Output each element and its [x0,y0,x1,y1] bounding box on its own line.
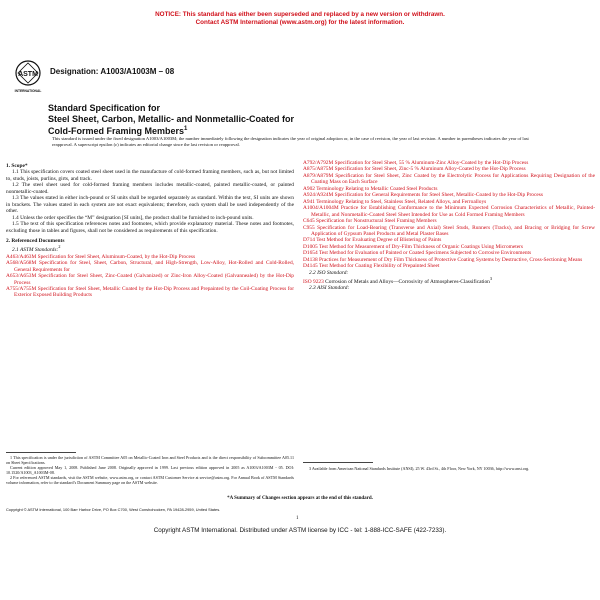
scope-p2: 1.2 The steel sheet used for cold-formed framing members includes metallic-coated, painted metallic-coated, or painted nonmetallic-coated. [6,182,294,195]
logo-text: INTERNATIONAL [14,89,42,93]
reference-a879-a879m[interactable]: A879/A879M Specification for Steel Sheet, Zinc Coated by the Electrolytic Process for Applications Requiring Designation of the Coating Mass on Each Surface [303,172,595,186]
reference-a653-a653m[interactable]: A653/A653M Specification for Steel Sheet, Zinc-Coated (Galvanized) or Zinc-Iron Alloy-Coated (Galvannealed) by the Hot-Dip Process [6,273,294,286]
reference-iso9223[interactable]: ISO 9223 Corrosion of Metals and Alloys—Corrosivity of Atmospheres-Classification$^3$ [303,276,493,285]
svg-text:ASTM: ASTM [18,71,38,78]
title-line-1: Standard Specification for [48,103,161,113]
page-number: 1 [296,516,299,521]
title-line-2: Steel Sheet, Carbon, Metallic- and Nonmetallic-Coated for [48,113,295,124]
reference-a1004-a1004m[interactable]: A1004/A1004M Practice for Establishing Conformance to the Minimum Expected Corrosion Characteristics of Metallic, Painted-Metallic, and Nonmetallic-Coated Steel Sheet Intended for Use as Cold Formed Framing Members [303,205,595,218]
iso-standard-subheading: 2.2 ISO Standard: [309,269,349,276]
scope-heading: 1. Scope* [6,163,28,169]
astm-logo-icon [13,60,43,94]
footnote-divider-right [303,462,373,463]
refs-heading: 2. Referenced Documents [6,237,65,244]
designation: Designation: A1003/A1003M – 08 [50,67,175,76]
title-footnote-mark: 1 [184,126,188,132]
footnote-1b: Current edition approved May 1, 2008. Published June 2008. Originally approved in 1999. Last previous edition approved in 2005 as A1003/A1003M - 05. DOI: 10.1520/A1003_A1003M-08. [6,465,294,475]
reference-a875-a875m[interactable]: A875/A875M Specification for Steel Sheet, Zinc-5 % Aluminum Alloy-Coated by the Hot-Dip Process [303,166,526,173]
astm-standards-subheading: 2.1 ASTM Standards:$^2$ [12,244,61,254]
footnote-2: 2 For referenced ASTM standards, visit the ASTM website, www.astm.org, or contact ASTM Customer Service at service@astm.org. For Annual Book of ASTM Standards volume information, refer to the standard’s Document Summary page on the ASTM website. [6,475,294,485]
reference-a941[interactable]: A941 Terminology Relating to Steel, Stainless Steel, Related Alloys, and Ferroalloys [303,198,487,205]
reference-a568-a568m[interactable]: A568/A568M Specification for Steel, Sheet, Carbon, Structural, and High-Strength, Low-Alloy, Hot-Rolled and Cold-Rolled, General Requirements for [6,260,294,273]
footnotes-left [6,455,294,485]
license-footer: Copyright ASTM International. Distributed under ASTM license by ICC - tel: 1-888-ICC-SAFE (422-7233). [153,527,447,534]
footnote-divider [6,452,76,453]
aisi-standard-subheading: 2.3 AISI Standard: [309,285,350,292]
summary-of-changes-note: *A Summary of Changes section appears at the end of this standard. [227,496,373,501]
reference-a755-a755m[interactable]: A755/A755M Specification for Steel Sheet, Metallic Coated by the Hot-Dip Process and Prepainted by the Coil-Coating Process for Exterior Exposed Building Products [6,285,294,299]
reference-d4145[interactable]: D4145 Test Method for Coating Flexibility of Prepainted Sheet [303,263,440,270]
left-reference-list [6,254,294,299]
footnotes-right [303,466,595,471]
withdrawn-notice [0,11,600,27]
reference-d1654[interactable]: D1654 Test Method for Evaluation of Painted or Coated Specimens Subjected to Corrosive Environments [303,250,532,257]
reference-a924-a924m[interactable]: A924/A924M Specification for General Requirements for Steel Sheet, Metallic-Coated by the Hot-Dip Process [303,192,543,199]
scope-p1: 1.1 This specification covers coated steel sheet used in the manufacture of cold-formed framing members, such as, but not limited to, studs, joists, purlins, girts, and track. [6,169,294,182]
issuance-note: This standard is issued under the fixed designation A1003/A1003M; the number immediately following the designation indicates the year of original adoption or, in the case of revision, the year of last revision. A number in parentheses indicates the year of last reapproval. A superscript epsilon (ε) indicates an editorial change since the last revision or reapproval. [52,136,529,147]
reference-c645[interactable]: C645 Specification for Nonstructural Steel Framing Members [303,218,437,225]
left-column [6,160,294,299]
reference-d714[interactable]: D714 Test Method for Evaluating Degree of Blistering of Paints [303,237,442,244]
document-title [48,103,468,137]
title-line-3: Cold-Formed Framing Members [48,126,185,136]
copyright-line: Copyright © ASTM International, 100 Barr Harbor Drive, PO Box C700, West Conshohocken, PA 19428-2959, United States. [6,507,221,512]
notice-line-1: NOTICE: This standard has either been superseded and replaced by a new version or withdrawn. [155,11,445,18]
reference-d4138[interactable]: D4138 Practices for Measurement of Dry Film Thickness of Protective Coating Systems by Destructive, Cross-Sectioning Means [303,256,583,263]
scope-p5: 1.5 The text of this specification references notes and footnotes, which provide explanatory material. These notes and footnotes, excluding those in tables and figures, shall not be considered as requirements of this specification. [6,221,294,234]
reference-d1005[interactable]: D1005 Test Method for Measurement of Dry-Film Thickness of Organic Coatings Using Micrometers [303,243,524,250]
reference-a792-a792m[interactable]: A792/A792M Specification for Steel Sheet, 55 % Aluminum-Zinc Alloy-Coated by the Hot-Dip Process [303,160,529,166]
footnote-3: 3 Available from American National Standards Institute (ANSI), 25 W. 43rd St., 4th Floor, New York, NY 10036, http://www.ansi.org. [309,466,530,471]
right-column [303,160,595,292]
scope-p3: 1.3 The values stated in either inch-pound or SI units shall be regarded separately as standard. Within the text, SI units are shown in brackets. The values stated in each system are not exact equivalents; therefore, each system shall be used independently of the other. [6,195,294,215]
footnote-1: 1 This specification is under the jurisdiction of ASTM Committee A05 on Metallic-Coated Iron and Steel Products and is the direct responsibility of Subcommittee A05.11 on Sheet Specifications. [6,455,294,465]
notice-line-2: Contact ASTM International (www.astm.org) for the latest information. [195,19,405,26]
reference-a463-a463m[interactable]: A463/A463M Specification for Steel Sheet, Aluminum-Coated, by the Hot-Dip Process [6,253,196,260]
reference-c955[interactable]: C955 Specification for Load-Bearing (Transverse and Axial) Steel Studs, Runners (Tracks), and Bracing or Bridging for Screw Application of Gypsum Panel Products and Metal Plaster Bases [303,224,595,237]
right-reference-list [303,160,595,270]
reference-a902[interactable]: A902 Terminology Relating to Metallic Coated Steel Products [303,185,438,192]
scope-p4: 1.4 Unless the order specifies the “M” designation [SI units], the product shall be furnished to inch-pound units. [12,214,254,221]
